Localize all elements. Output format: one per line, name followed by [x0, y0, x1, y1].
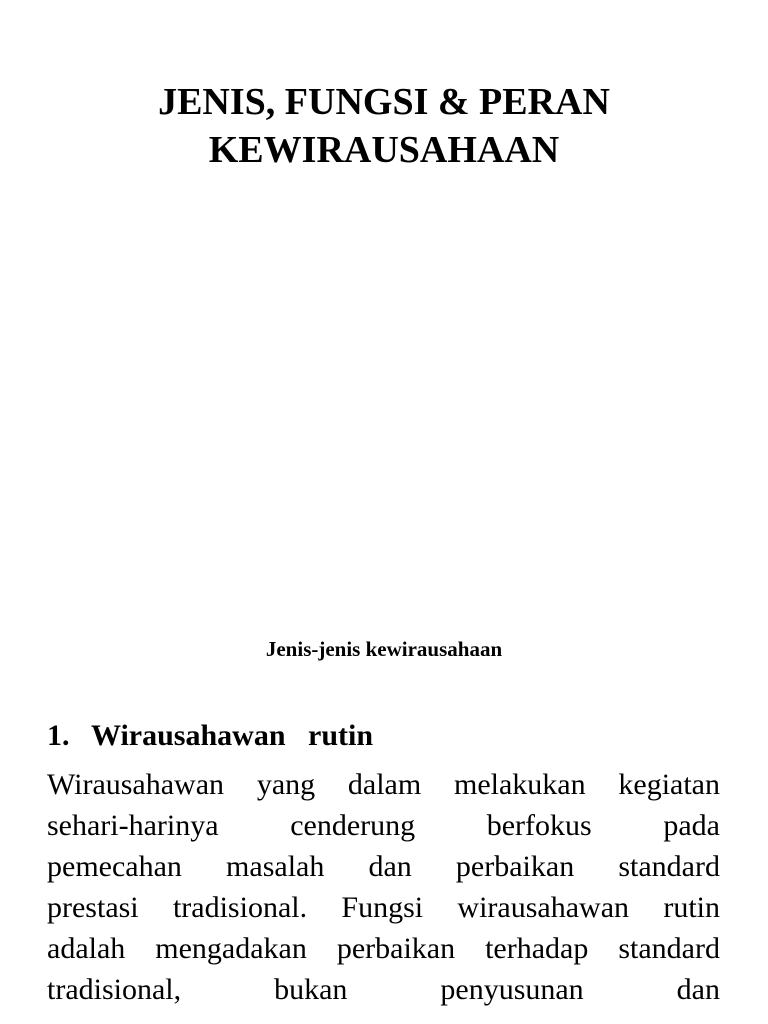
- paragraph-word: rutin: [663, 891, 720, 924]
- paragraph-line-4: [47, 887, 720, 928]
- paragraph-word: cenderung: [290, 809, 416, 842]
- paragraph-line-3: [47, 846, 720, 887]
- paragraph-word: sehari-harinya: [47, 809, 219, 842]
- paragraph-line-2: [47, 805, 720, 846]
- title-line-1: JENIS, FUNGSI & PERAN: [158, 81, 610, 123]
- paragraph-word: dan: [676, 973, 720, 1006]
- paragraph-word: perbaikan: [455, 850, 575, 883]
- paragraph-word: dan: [368, 850, 412, 883]
- body-paragraph: [47, 764, 720, 1010]
- section-subheading: Jenis-jenis kewirausahaan: [265, 637, 503, 661]
- paragraph-line-1: [47, 764, 720, 805]
- paragraph-word: mengadakan: [155, 932, 307, 965]
- page-title: [0, 78, 768, 174]
- paragraph-line-6: [47, 969, 720, 1010]
- paragraph-word: standard: [618, 850, 720, 883]
- paragraph-word: perbaikan: [336, 932, 456, 965]
- paragraph-word: melakukan: [453, 768, 586, 801]
- paragraph-word: prestasi: [47, 891, 139, 924]
- paragraph-word: dalam: [347, 768, 422, 801]
- section-heading: [47, 716, 373, 756]
- paragraph-word: Wirausahawan: [47, 768, 225, 801]
- paragraph-word: Fungsi: [341, 891, 424, 924]
- paragraph-word: wirausahawan: [457, 891, 630, 924]
- section-heading-text: Wirausahawan rutin: [91, 719, 374, 752]
- paragraph-word: standard: [618, 932, 720, 965]
- paragraph-word: masalah: [226, 850, 325, 883]
- paragraph-word: berfokus: [486, 809, 592, 842]
- section-number: 1.: [47, 719, 70, 752]
- paragraph-line-5: [47, 928, 720, 969]
- paragraph-word: pemecahan: [47, 850, 182, 883]
- paragraph-word: tradisional.: [172, 891, 308, 924]
- paragraph-word: terhadap: [485, 932, 589, 965]
- paragraph-word: kegiatan: [618, 768, 720, 801]
- paragraph-word: adalah: [47, 932, 126, 965]
- paragraph-word: pada: [663, 809, 720, 842]
- paragraph-word: penyusunan: [440, 973, 584, 1006]
- title-line-2: KEWIRAUSAHAAN: [208, 129, 560, 171]
- paragraph-word: bukan: [274, 973, 348, 1006]
- paragraph-word: tradisional,: [47, 973, 182, 1006]
- paragraph-word: yang: [256, 768, 316, 801]
